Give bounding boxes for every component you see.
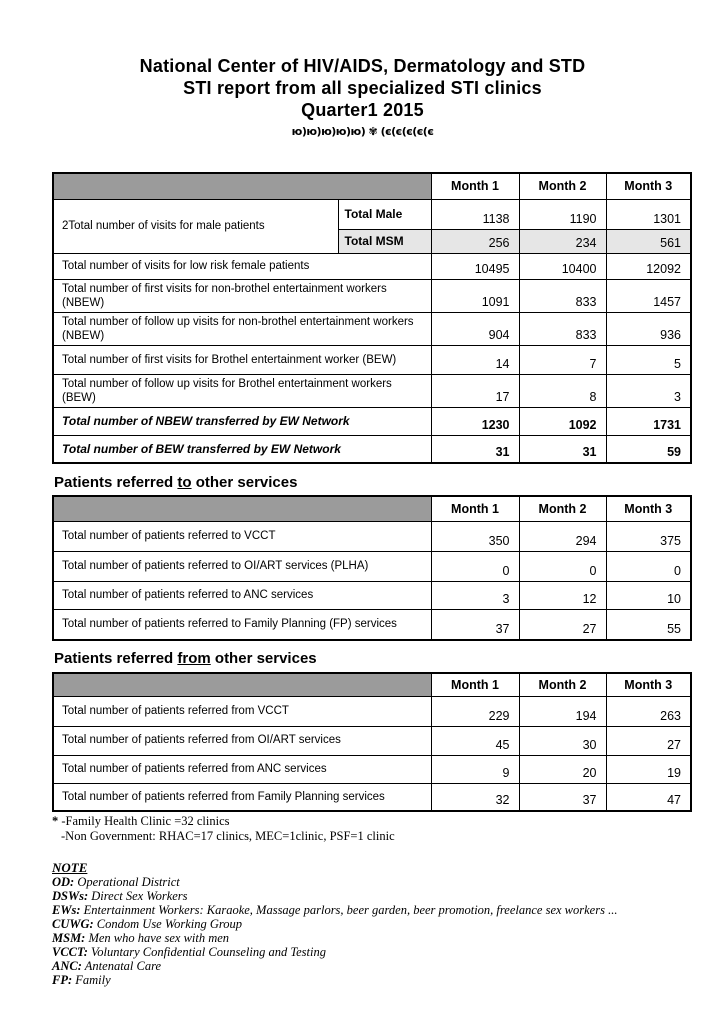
table-row xyxy=(53,696,691,726)
table-header-row xyxy=(53,673,691,696)
row-label: Total number of patients referred to VCCT xyxy=(53,521,431,551)
footnote-line2: -Non Government: RHAC=17 clinics, MEC=1clinic, PSF=1 clinic xyxy=(61,829,395,843)
note-term: ANC: xyxy=(52,959,82,973)
footnote-line1 xyxy=(52,814,395,829)
value-cell: 10 xyxy=(606,581,691,609)
table-row xyxy=(53,199,691,229)
sub-label: Total Male xyxy=(338,199,431,229)
value-cell: 31 xyxy=(431,435,519,463)
value-cell: 1138 xyxy=(431,199,519,229)
value-cell: 45 xyxy=(431,726,519,755)
header-spacer-cell xyxy=(53,673,431,696)
value-cell: 3 xyxy=(431,581,519,609)
value-cell: 1091 xyxy=(431,279,519,312)
note-term: FP: xyxy=(52,973,73,987)
month-header: Month 2 xyxy=(519,173,606,199)
note-definition: Entertainment Workers: Karaoke, Massage parlors, beer garden, beer promotion, freelance sex workers ... xyxy=(83,903,618,917)
table-row xyxy=(53,581,691,609)
table-row xyxy=(53,783,691,811)
note-item xyxy=(52,875,617,889)
value-cell: 263 xyxy=(606,696,691,726)
note-heading: NOTE xyxy=(52,860,88,875)
note-item xyxy=(52,959,617,973)
note-definition: Condom Use Working Group xyxy=(96,917,243,931)
value-cell: 1190 xyxy=(519,199,606,229)
value-cell: 375 xyxy=(606,521,691,551)
value-cell: 7 xyxy=(519,345,606,374)
note-definition: Antenatal Care xyxy=(84,959,162,973)
table-row xyxy=(53,755,691,783)
header-spacer-cell xyxy=(53,496,431,521)
row-label: Total number of first visits for non-brothel entertainment workers (NBEW) xyxy=(53,279,431,312)
value-cell: 833 xyxy=(519,312,606,345)
table-row xyxy=(53,407,691,435)
table-row xyxy=(53,609,691,640)
value-cell: 37 xyxy=(431,609,519,640)
note-definition: Direct Sex Workers xyxy=(91,889,188,903)
note-term: VCCT: xyxy=(52,945,88,959)
khmer-ornament-divider: ю)ю)ю)ю)ю) ✾ (є(є(є(є(є xyxy=(291,125,434,138)
header-spacer-cell xyxy=(53,173,431,199)
month-header: Month 3 xyxy=(606,173,691,199)
value-cell: 0 xyxy=(606,551,691,581)
note-definition: Men who have sex with men xyxy=(88,931,230,945)
value-cell: 294 xyxy=(519,521,606,551)
month-header: Month 2 xyxy=(519,496,606,521)
month-header: Month 2 xyxy=(519,673,606,696)
row-label: Total number of patients referred from VCCT xyxy=(53,696,431,726)
table-row xyxy=(53,435,691,463)
sub-label: Total MSM xyxy=(338,229,431,253)
row-label: Total number of follow up visits for Brothel entertainment workers (BEW) xyxy=(53,374,431,407)
value-cell: 17 xyxy=(431,374,519,407)
value-cell: 833 xyxy=(519,279,606,312)
row-label: Total number of patients referred to OI/ART services (PLHA) xyxy=(53,551,431,581)
table-row xyxy=(53,726,691,755)
report-title-line2: STI report from all specialized STI clinics xyxy=(183,78,542,98)
month-header: Month 3 xyxy=(606,673,691,696)
value-cell: 256 xyxy=(431,229,519,253)
row-label: Total number of first visits for Brothel entertainment worker (BEW) xyxy=(53,345,431,374)
value-cell: 3 xyxy=(606,374,691,407)
note-block xyxy=(52,861,617,987)
row-label: Total number of visits for low risk female patients xyxy=(53,253,431,279)
value-cell: 0 xyxy=(519,551,606,581)
note-item xyxy=(52,945,617,959)
underlined-word: to xyxy=(177,474,192,491)
value-cell: 561 xyxy=(606,229,691,253)
report-header xyxy=(0,55,725,138)
section-title-text: other services xyxy=(191,474,298,491)
value-cell: 19 xyxy=(606,755,691,783)
note-definition: Family xyxy=(75,973,111,987)
value-cell: 234 xyxy=(519,229,606,253)
referred-to-table xyxy=(52,495,692,641)
value-cell: 1301 xyxy=(606,199,691,229)
table-row xyxy=(53,253,691,279)
value-cell: 12092 xyxy=(606,253,691,279)
row-label: Total number of NBEW transferred by EW Network xyxy=(53,407,431,435)
note-definition: Voluntary Confidential Counseling and Testing xyxy=(91,945,326,959)
section-title-text: other services xyxy=(210,650,317,667)
value-cell: 47 xyxy=(606,783,691,811)
value-cell: 1731 xyxy=(606,407,691,435)
value-cell: 904 xyxy=(431,312,519,345)
value-cell: 27 xyxy=(519,609,606,640)
value-cell: 0 xyxy=(431,551,519,581)
value-cell: 229 xyxy=(431,696,519,726)
month-header: Month 1 xyxy=(431,673,519,696)
note-term: MSM: xyxy=(52,931,86,945)
row-label: Total number of patients referred to Family Planning (FP) services xyxy=(53,609,431,640)
value-cell: 31 xyxy=(519,435,606,463)
row-label: Total number of patients referred from OI/ART services xyxy=(53,726,431,755)
table-row xyxy=(53,345,691,374)
row-label: Total number of BEW transferred by EW Network xyxy=(53,435,431,463)
row-label: Total number of patients referred from Family Planning services xyxy=(53,783,431,811)
row-label: 2Total number of visits for male patients xyxy=(53,199,338,253)
value-cell: 55 xyxy=(606,609,691,640)
note-item xyxy=(52,889,617,903)
month-header: Month 1 xyxy=(431,496,519,521)
value-cell: 27 xyxy=(606,726,691,755)
note-term: CUWG: xyxy=(52,917,94,931)
value-cell: 30 xyxy=(519,726,606,755)
table-row xyxy=(53,312,691,345)
value-cell: 936 xyxy=(606,312,691,345)
value-cell: 37 xyxy=(519,783,606,811)
row-label: Total number of follow up visits for non-brothel entertainment workers (NBEW) xyxy=(53,312,431,345)
value-cell: 10495 xyxy=(431,253,519,279)
value-cell: 1457 xyxy=(606,279,691,312)
note-item xyxy=(52,917,617,931)
value-cell: 1092 xyxy=(519,407,606,435)
value-cell: 350 xyxy=(431,521,519,551)
note-item xyxy=(52,973,617,987)
value-cell: 32 xyxy=(431,783,519,811)
row-label: Total number of patients referred from ANC services xyxy=(53,755,431,783)
footnote xyxy=(52,814,395,844)
section-title-referred-to xyxy=(54,474,297,491)
table-row xyxy=(53,279,691,312)
table-header-row xyxy=(53,173,691,199)
note-term: DSWs: xyxy=(52,889,89,903)
section-title-text: Patients referred xyxy=(54,474,178,491)
month-header: Month 1 xyxy=(431,173,519,199)
table-row xyxy=(53,521,691,551)
value-cell: 8 xyxy=(519,374,606,407)
referred-from-table xyxy=(52,672,692,812)
report-title-line1: National Center of HIV/AIDS, Dermatology and STD xyxy=(139,56,586,76)
value-cell: 194 xyxy=(519,696,606,726)
visits-table xyxy=(52,172,692,464)
value-cell: 9 xyxy=(431,755,519,783)
value-cell: 12 xyxy=(519,581,606,609)
value-cell: 59 xyxy=(606,435,691,463)
footnote-line1-text: -Family Health Clinic =32 clinics xyxy=(61,814,230,828)
value-cell: 20 xyxy=(519,755,606,783)
section-title-referred-from xyxy=(54,650,317,667)
value-cell: 1230 xyxy=(431,407,519,435)
note-definition: Operational District xyxy=(77,875,180,889)
value-cell: 14 xyxy=(431,345,519,374)
table-header-row xyxy=(53,496,691,521)
note-term: OD: xyxy=(52,875,75,889)
row-label: Total number of patients referred to ANC services xyxy=(53,581,431,609)
month-header: Month 3 xyxy=(606,496,691,521)
report-title-line3: Quarter1 2015 xyxy=(301,100,424,120)
note-term: EWs: xyxy=(52,903,81,917)
value-cell: 5 xyxy=(606,345,691,374)
note-item xyxy=(52,931,617,945)
underlined-word: from xyxy=(177,650,211,667)
value-cell: 10400 xyxy=(519,253,606,279)
table-row xyxy=(53,374,691,407)
table-row xyxy=(53,551,691,581)
note-item xyxy=(52,903,617,917)
footnote-asterisk: * xyxy=(52,814,59,828)
section-title-text: Patients referred xyxy=(54,650,178,667)
